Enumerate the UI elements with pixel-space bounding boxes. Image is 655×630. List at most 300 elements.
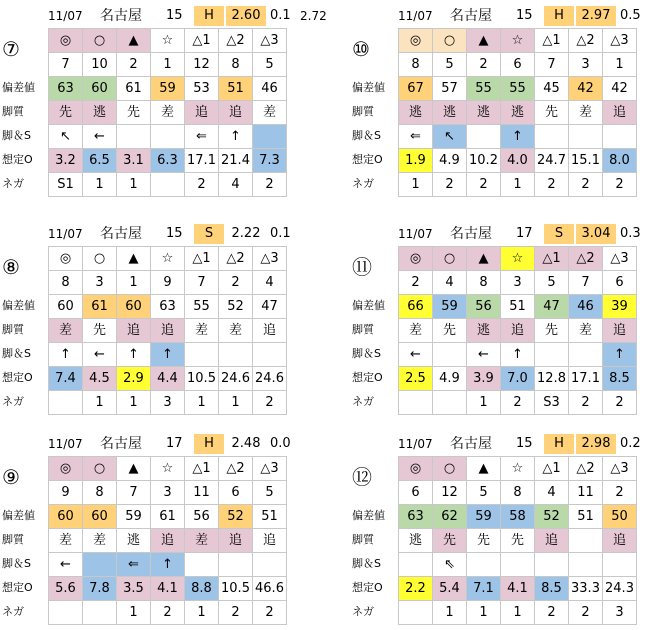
grid-row-horses bbox=[49, 53, 287, 77]
race-class-badge: H bbox=[544, 434, 574, 454]
horse-number-cell: 3 bbox=[501, 271, 535, 295]
grid-row-arrow bbox=[399, 553, 637, 577]
position-arrow-cell bbox=[253, 125, 287, 149]
negative-cell: 2 bbox=[535, 173, 569, 197]
horse-number-cell: 12 bbox=[185, 53, 219, 77]
position-arrow-cell bbox=[117, 125, 151, 149]
horse-number-cell: 8 bbox=[399, 53, 433, 77]
horse-number-cell: 6 bbox=[219, 481, 253, 505]
deviation-cell: 62 bbox=[433, 505, 467, 529]
race-date: 11/07 bbox=[48, 437, 83, 451]
run-style-cell: 差 bbox=[49, 529, 83, 553]
deviation-cell: 60 bbox=[117, 295, 151, 319]
estimated-odds-cell: 3.1 bbox=[117, 149, 151, 173]
row-labels bbox=[350, 28, 398, 196]
race-panel bbox=[0, 432, 305, 620]
mark-cell: △2 bbox=[219, 29, 253, 53]
ratio-value: 0.1 bbox=[270, 8, 291, 23]
horse-number-cell: 6 bbox=[399, 481, 433, 505]
position-arrow-cell: ⇐ bbox=[185, 125, 219, 149]
run-style-cell: 追 bbox=[219, 529, 253, 553]
race-class-badge: S bbox=[194, 224, 224, 244]
row-label-arrow: 脚＆S bbox=[352, 347, 381, 360]
horse-number-cell: 7 bbox=[535, 53, 569, 77]
horse-number-cell: 8 bbox=[501, 481, 535, 505]
position-arrow-cell: ↑ bbox=[219, 125, 253, 149]
estimated-odds-cell: 3.2 bbox=[49, 149, 83, 173]
race-venue: 名古屋 bbox=[450, 8, 492, 24]
mark-cell: ☆ bbox=[151, 457, 185, 481]
position-arrow-cell: ↖ bbox=[49, 125, 83, 149]
deviation-cell: 66 bbox=[399, 295, 433, 319]
negative-cell: 1 bbox=[117, 391, 151, 415]
row-label-style: 脚質 bbox=[352, 323, 374, 336]
mark-cell: ○ bbox=[83, 29, 117, 53]
deviation-cell: 61 bbox=[83, 295, 117, 319]
grid-row-nega bbox=[399, 173, 637, 197]
horse-number-cell: 8 bbox=[467, 271, 501, 295]
run-style-cell: 差 bbox=[83, 529, 117, 553]
run-style-cell: 先 bbox=[83, 319, 117, 343]
deviation-cell: 55 bbox=[185, 295, 219, 319]
race-date: 11/07 bbox=[48, 9, 83, 23]
mark-cell: ▲ bbox=[467, 29, 501, 53]
estimated-odds-cell: 4.9 bbox=[433, 149, 467, 173]
horse-number-cell: 4 bbox=[433, 271, 467, 295]
ratio-value: 0.3 bbox=[620, 226, 641, 241]
horse-number-cell: 7 bbox=[569, 271, 603, 295]
mark-cell: △2 bbox=[569, 457, 603, 481]
run-style-cell: 逃 bbox=[501, 101, 535, 125]
run-style-cell: 差 bbox=[185, 529, 219, 553]
position-arrow-cell bbox=[185, 343, 219, 367]
grid-row-marks bbox=[399, 29, 637, 53]
negative-cell: 1 bbox=[185, 601, 219, 625]
estimated-odds-cell: 17.1 bbox=[569, 367, 603, 391]
horse-number-cell: 8 bbox=[219, 53, 253, 77]
mark-cell: △1 bbox=[185, 457, 219, 481]
horse-number-cell: 11 bbox=[569, 481, 603, 505]
estimated-odds-cell: 5.4 bbox=[433, 577, 467, 601]
grid-row-style bbox=[399, 529, 637, 553]
deviation-cell: 42 bbox=[569, 77, 603, 101]
mark-cell: ☆ bbox=[501, 457, 535, 481]
odds-value: 2.48 bbox=[231, 436, 261, 451]
horse-number-cell: 3 bbox=[83, 271, 117, 295]
position-arrow-cell bbox=[569, 125, 603, 149]
estimated-odds-cell: 24.7 bbox=[535, 149, 569, 173]
mark-cell: ▲ bbox=[117, 457, 151, 481]
ratio-value: 0.1 bbox=[270, 226, 291, 241]
estimated-odds-cell: 8.8 bbox=[185, 577, 219, 601]
grid-row-arrow bbox=[399, 125, 637, 149]
estimated-odds-cell: 4.5 bbox=[83, 367, 117, 391]
position-arrow-cell bbox=[535, 125, 569, 149]
mark-cell: ◎ bbox=[49, 247, 83, 271]
negative-cell: 2 bbox=[535, 601, 569, 625]
grid-row-dev bbox=[49, 77, 287, 101]
grid-row-arrow bbox=[399, 343, 637, 367]
deviation-cell: 60 bbox=[83, 505, 117, 529]
deviation-cell: 60 bbox=[83, 77, 117, 101]
row-label-empty bbox=[350, 456, 398, 480]
row-label-arrow: 脚＆S bbox=[352, 557, 381, 570]
mark-cell: ☆ bbox=[151, 29, 185, 53]
run-style-cell: 差 bbox=[399, 319, 433, 343]
run-style-cell: 差 bbox=[151, 101, 185, 125]
mark-cell: △2 bbox=[219, 457, 253, 481]
negative-cell: 1 bbox=[467, 391, 501, 415]
deviation-cell: 51 bbox=[219, 77, 253, 101]
mark-cell: ○ bbox=[83, 457, 117, 481]
negative-cell bbox=[399, 391, 433, 415]
run-style-cell: 追 bbox=[603, 529, 637, 553]
run-style-cell: 逃 bbox=[399, 101, 433, 125]
deviation-cell: 59 bbox=[117, 505, 151, 529]
race-date: 11/07 bbox=[48, 227, 83, 241]
odds-value: 2.97 bbox=[576, 6, 616, 26]
horse-number-cell: 5 bbox=[253, 53, 287, 77]
horse-number-cell: 9 bbox=[151, 271, 185, 295]
extra-value: 2.72 bbox=[300, 9, 327, 23]
position-arrow-cell: ← bbox=[83, 343, 117, 367]
deviation-cell: 51 bbox=[501, 295, 535, 319]
run-style-cell: 追 bbox=[219, 101, 253, 125]
ratio-value: 0.0 bbox=[270, 436, 291, 451]
race-panel bbox=[350, 432, 655, 620]
grid-row-horses bbox=[399, 53, 637, 77]
race-venue: 名古屋 bbox=[450, 436, 492, 452]
row-labels bbox=[350, 456, 398, 624]
grid-row-nega bbox=[49, 173, 287, 197]
mark-cell: △1 bbox=[535, 29, 569, 53]
horse-number-cell: 5 bbox=[535, 271, 569, 295]
deviation-cell: 56 bbox=[467, 295, 501, 319]
run-style-cell: 追 bbox=[117, 319, 151, 343]
mark-cell: △3 bbox=[603, 457, 637, 481]
runner-count: 15 bbox=[166, 226, 183, 241]
run-style-cell: 追 bbox=[185, 101, 219, 125]
negative-cell: 1 bbox=[467, 601, 501, 625]
mark-cell: ○ bbox=[433, 29, 467, 53]
race-number: ⑫ bbox=[352, 465, 372, 489]
run-style-cell: 追 bbox=[151, 319, 185, 343]
mark-cell: ☆ bbox=[151, 247, 185, 271]
grid-row-nega bbox=[49, 601, 287, 625]
runner-count: 15 bbox=[516, 436, 533, 451]
estimated-odds-cell: 7.3 bbox=[253, 149, 287, 173]
row-label-nega: ネガ bbox=[2, 605, 24, 618]
negative-cell: 1 bbox=[185, 391, 219, 415]
row-label-empty bbox=[350, 246, 398, 270]
deviation-cell: 60 bbox=[49, 505, 83, 529]
mark-cell: ▲ bbox=[117, 247, 151, 271]
mark-cell: △3 bbox=[253, 247, 287, 271]
negative-cell: 2 bbox=[253, 391, 287, 415]
horse-number-cell: 6 bbox=[501, 53, 535, 77]
estimated-odds-cell: 15.1 bbox=[569, 149, 603, 173]
row-label-style: 脚質 bbox=[2, 105, 24, 118]
race-grid bbox=[48, 456, 287, 625]
negative-cell bbox=[49, 601, 83, 625]
race-header bbox=[0, 432, 305, 456]
horse-number-cell: 7 bbox=[49, 53, 83, 77]
position-arrow-cell bbox=[219, 343, 253, 367]
race-venue: 名古屋 bbox=[100, 226, 142, 242]
run-style-cell: 先 bbox=[49, 101, 83, 125]
horse-number-cell: 3 bbox=[569, 53, 603, 77]
grid-row-dev bbox=[399, 77, 637, 101]
mark-cell: ◎ bbox=[399, 457, 433, 481]
horse-number-cell: 1 bbox=[117, 271, 151, 295]
grid-row-horses bbox=[49, 481, 287, 505]
negative-cell: 2 bbox=[253, 601, 287, 625]
race-header bbox=[350, 432, 655, 456]
horse-number-cell: 2 bbox=[117, 53, 151, 77]
estimated-odds-cell: 5.6 bbox=[49, 577, 83, 601]
position-arrow-cell bbox=[399, 553, 433, 577]
row-label-dev: 偏差値 bbox=[2, 509, 35, 522]
runner-count: 15 bbox=[166, 8, 183, 23]
position-arrow-cell: ← bbox=[83, 125, 117, 149]
runner-count: 17 bbox=[166, 436, 183, 451]
estimated-odds-cell: 2.2 bbox=[399, 577, 433, 601]
estimated-odds-cell: 2.5 bbox=[399, 367, 433, 391]
mark-cell: ○ bbox=[83, 247, 117, 271]
deviation-cell: 47 bbox=[535, 295, 569, 319]
race-venue: 名古屋 bbox=[450, 226, 492, 242]
row-label-dev: 偏差値 bbox=[352, 81, 385, 94]
run-style-cell: 逃 bbox=[83, 101, 117, 125]
odds-value: 3.04 bbox=[576, 224, 616, 244]
race-header bbox=[350, 222, 655, 246]
deviation-cell: 59 bbox=[467, 505, 501, 529]
position-arrow-cell bbox=[253, 343, 287, 367]
estimated-odds-cell: 7.4 bbox=[49, 367, 83, 391]
mark-cell: △2 bbox=[569, 29, 603, 53]
row-label-style: 脚質 bbox=[352, 105, 374, 118]
mark-cell: △1 bbox=[535, 247, 569, 271]
row-label-style: 脚質 bbox=[2, 533, 24, 546]
horse-number-cell: 8 bbox=[49, 271, 83, 295]
position-arrow-cell: ↑ bbox=[603, 343, 637, 367]
grid-row-arrow bbox=[49, 553, 287, 577]
race-class-badge: H bbox=[194, 434, 224, 454]
negative-cell: 1 bbox=[219, 391, 253, 415]
horse-number-cell: 10 bbox=[83, 53, 117, 77]
run-style-cell: 先 bbox=[535, 101, 569, 125]
estimated-odds-cell: 8.5 bbox=[535, 577, 569, 601]
estimated-odds-cell: 8.5 bbox=[603, 367, 637, 391]
deviation-cell: 63 bbox=[399, 505, 433, 529]
negative-cell: 1 bbox=[117, 173, 151, 197]
position-arrow-cell bbox=[467, 125, 501, 149]
horse-number-cell: 1 bbox=[603, 53, 637, 77]
run-style-cell: 差 bbox=[49, 319, 83, 343]
horse-number-cell: 2 bbox=[219, 271, 253, 295]
run-style-cell: 逃 bbox=[467, 319, 501, 343]
estimated-odds-cell: 21.4 bbox=[219, 149, 253, 173]
row-labels bbox=[0, 28, 48, 196]
position-arrow-cell: ↑ bbox=[501, 125, 535, 149]
runner-count: 17 bbox=[516, 226, 533, 241]
deviation-cell: 61 bbox=[151, 505, 185, 529]
position-arrow-cell bbox=[433, 343, 467, 367]
estimated-odds-cell: 4.0 bbox=[501, 149, 535, 173]
deviation-cell: 39 bbox=[603, 295, 637, 319]
negative-cell bbox=[399, 601, 433, 625]
race-header bbox=[0, 4, 327, 28]
position-arrow-cell: ↑ bbox=[501, 343, 535, 367]
negative-cell: 1 bbox=[399, 173, 433, 197]
row-label-dev: 偏差値 bbox=[2, 299, 35, 312]
deviation-cell: 57 bbox=[433, 77, 467, 101]
horse-number-cell: 11 bbox=[185, 481, 219, 505]
grid-row-nega bbox=[399, 391, 637, 415]
grid-row-dev bbox=[49, 505, 287, 529]
negative-cell: 2 bbox=[253, 173, 287, 197]
run-style-cell: 差 bbox=[185, 319, 219, 343]
run-style-cell: 先 bbox=[467, 529, 501, 553]
position-arrow-cell: ↑ bbox=[151, 553, 185, 577]
row-labels bbox=[0, 246, 48, 414]
run-style-cell: 逃 bbox=[433, 101, 467, 125]
position-arrow-cell bbox=[603, 553, 637, 577]
position-arrow-cell: ↑ bbox=[151, 343, 185, 367]
race-class-badge: S bbox=[544, 224, 574, 244]
estimated-odds-cell: 46.6 bbox=[253, 577, 287, 601]
run-style-cell: 逃 bbox=[467, 101, 501, 125]
run-style-cell: 追 bbox=[253, 529, 287, 553]
negative-cell: 1 bbox=[83, 391, 117, 415]
mark-cell: ◎ bbox=[49, 29, 83, 53]
row-label-arrow: 脚＆S bbox=[352, 129, 381, 142]
race-panel bbox=[0, 222, 305, 410]
position-arrow-cell: ⇐ bbox=[399, 125, 433, 149]
deviation-cell: 45 bbox=[535, 77, 569, 101]
position-arrow-cell: ← bbox=[467, 343, 501, 367]
position-arrow-cell: ↑ bbox=[49, 343, 83, 367]
row-label-nega: ネガ bbox=[352, 605, 374, 618]
mark-cell: ▲ bbox=[467, 457, 501, 481]
mark-cell: △2 bbox=[219, 247, 253, 271]
deviation-cell: 52 bbox=[535, 505, 569, 529]
race-grid bbox=[48, 28, 287, 197]
row-label-arrow: 脚＆S bbox=[2, 557, 31, 570]
run-style-cell: 追 bbox=[253, 319, 287, 343]
mark-cell: ☆ bbox=[501, 247, 535, 271]
run-style-cell: 先 bbox=[433, 529, 467, 553]
negative-cell: 2 bbox=[219, 601, 253, 625]
grid-row-est bbox=[399, 577, 637, 601]
run-style-cell: 逃 bbox=[399, 529, 433, 553]
negative-cell bbox=[151, 173, 185, 197]
row-label-empty bbox=[0, 28, 48, 52]
negative-cell: 2 bbox=[501, 391, 535, 415]
race-panel bbox=[350, 4, 655, 192]
estimated-odds-cell: 17.1 bbox=[185, 149, 219, 173]
horse-number-cell: 6 bbox=[603, 271, 637, 295]
race-number: ⑪ bbox=[352, 255, 372, 279]
race-class-badge: H bbox=[194, 6, 224, 26]
grid-row-marks bbox=[399, 457, 637, 481]
estimated-odds-cell: 4.1 bbox=[151, 577, 185, 601]
odds-value: 2.98 bbox=[576, 434, 616, 454]
row-label-dev: 偏差値 bbox=[352, 299, 385, 312]
mark-cell: ◎ bbox=[399, 247, 433, 271]
horse-number-cell: 3 bbox=[151, 481, 185, 505]
deviation-cell: 55 bbox=[467, 77, 501, 101]
deviation-cell: 51 bbox=[569, 505, 603, 529]
position-arrow-cell bbox=[501, 553, 535, 577]
deviation-cell: 58 bbox=[501, 505, 535, 529]
estimated-odds-cell: 6.3 bbox=[151, 149, 185, 173]
race-grid bbox=[398, 28, 637, 197]
row-label-empty bbox=[350, 480, 398, 504]
estimated-odds-cell: 1.9 bbox=[399, 149, 433, 173]
run-style-cell: 差 bbox=[569, 101, 603, 125]
position-arrow-cell: ← bbox=[49, 553, 83, 577]
estimated-odds-cell: 24.3 bbox=[603, 577, 637, 601]
race-grid bbox=[48, 246, 287, 415]
deviation-cell: 59 bbox=[433, 295, 467, 319]
row-label-empty bbox=[350, 28, 398, 52]
horse-number-cell: 5 bbox=[433, 53, 467, 77]
row-label-empty bbox=[0, 480, 48, 504]
horse-number-cell: 12 bbox=[433, 481, 467, 505]
race-venue: 名古屋 bbox=[100, 436, 142, 452]
horse-number-cell: 5 bbox=[467, 481, 501, 505]
deviation-cell: 51 bbox=[253, 505, 287, 529]
run-style-cell: 先 bbox=[117, 101, 151, 125]
grid-row-est bbox=[399, 149, 637, 173]
race-grid bbox=[398, 246, 637, 415]
grid-row-est bbox=[49, 367, 287, 391]
grid-row-style bbox=[49, 101, 287, 125]
negative-cell: 4 bbox=[219, 173, 253, 197]
deviation-cell: 63 bbox=[49, 77, 83, 101]
negative-cell: 2 bbox=[433, 173, 467, 197]
race-header bbox=[350, 4, 655, 28]
run-style-cell: 逃 bbox=[117, 529, 151, 553]
grid-row-dev bbox=[49, 295, 287, 319]
row-label-est: 想定O bbox=[2, 371, 33, 384]
odds-value: 2.22 bbox=[231, 226, 261, 241]
grid-row-horses bbox=[399, 481, 637, 505]
deviation-cell: 60 bbox=[49, 295, 83, 319]
row-label-empty bbox=[0, 270, 48, 294]
race-number: ⑨ bbox=[2, 465, 20, 489]
grid-row-marks bbox=[399, 247, 637, 271]
deviation-cell: 50 bbox=[603, 505, 637, 529]
row-label-style: 脚質 bbox=[2, 323, 24, 336]
grid-row-marks bbox=[49, 29, 287, 53]
position-arrow-cell: ← bbox=[399, 343, 433, 367]
estimated-odds-cell: 10.5 bbox=[219, 577, 253, 601]
row-label-est: 想定O bbox=[2, 581, 33, 594]
row-label-est: 想定O bbox=[352, 371, 383, 384]
mark-cell: △1 bbox=[185, 247, 219, 271]
row-label-empty bbox=[0, 52, 48, 76]
race-header bbox=[0, 222, 305, 246]
row-label-nega: ネガ bbox=[352, 177, 374, 190]
row-label-arrow: 脚＆S bbox=[2, 347, 31, 360]
estimated-odds-cell: 10.2 bbox=[467, 149, 501, 173]
negative-cell: 2 bbox=[467, 173, 501, 197]
mark-cell: ◎ bbox=[49, 457, 83, 481]
race-venue: 名古屋 bbox=[100, 8, 142, 24]
estimated-odds-cell: 33.3 bbox=[569, 577, 603, 601]
